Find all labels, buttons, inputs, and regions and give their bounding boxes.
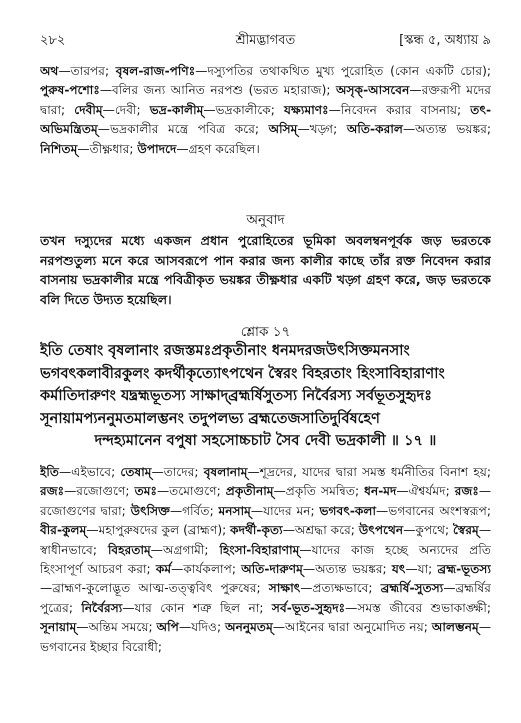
synonym-term: তৎ-অভিমন্ত্রিতম্‌ [40, 102, 491, 137]
synonym-term: পুরুষ-পশোঃ [40, 83, 100, 98]
synonym-meaning: ভদ্রকালীর মন্ত্রে পবিত্র করে; [109, 122, 260, 137]
synonym-term: বৃষলানাম্‌ [203, 465, 248, 479]
synonym-meaning: সমস্ত জীবের শুভাকাঙ্ক্ষী; [357, 600, 491, 615]
page-header [40, 31, 491, 51]
synonym-meaning: তমোগুণে; [169, 484, 221, 499]
synonym-term: সাক্ষাৎ [268, 581, 301, 596]
synonym-meaning: অন্তিম সময়ে; [88, 620, 153, 635]
synonym-term: তেষাম্‌ [120, 465, 152, 479]
synonym-term: সূনায়াম্‌ [40, 620, 77, 635]
synonyms-bottom: ইতি—এইভাবে; তেষাম্‌—তাদের; বৃষলানাম্‌—শূদ্রদের, যাদের দ্বারা সমস্ত ধর্মনীতির বিনাশ হয়; রজঃ—রজোগুণে; তমঃ—তমোগুণে; প্রকৃতীনাম্‌—প্রকৃতি সমন্বিত; ধন-মদ—ঐশ্বর্যমদ; রজঃ—রজোগুণের দ্বারা; উৎসিক্ত—গর্বিত; মনসাম্‌—যাদের মন; ভগবৎ-কলা—ভগবানের অংশস্বরূপ; বীর-কুলম্‌—মহাপুরুষদের কুল (ব্রাহ্মণ); কদর্থী-কৃত্য—অশ্রদ্ধা করে; উৎপথেন—কুপথে; স্বৈরম্‌—স্বাধীনভাবে; বিহরতাম্‌—অগ্রগামী; হিংসা-বিহারাণাম্‌—যাদের কাজ হচ্ছে অন্যদের প্রতি হিংসাপূর্ণ আচরণ করা; কর্ম—কার্যকলাপ; অতি-দারুণম্‌—অত্যন্ত ভয়ঙ্কর; যৎ—যা; ব্রহ্ম-ভূতস্য—ব্রাহ্মণ-কুলোদ্ভূত আত্ম-তত্ত্ববিৎ পুরুষের; সাক্ষাৎ—প্রত্যক্ষভাবে; ব্রহ্মর্ষি-সুতস্য—ব্রহ্মর্ষির পুত্রের; নির্বৈরস্য—যার কোন শত্রু ছিল না; সর্ব-ভূত-সুহৃদঃ—সমস্ত জীবের শুভাকাঙ্ক্ষী; সূনায়াম্‌—অন্তিম সময়ে; অপি—যদিও; অননুমতম্‌—আইনের দ্বারা অনুমোদিত নয়; আলম্ভনম্‌—ভগবানের ইচ্ছার বিরোধী; [40, 465, 491, 654]
synonym-term: বীর-কুলম্‌ [40, 523, 87, 538]
synonym-meaning: রজোগুণে; [76, 484, 130, 499]
synonym-meaning: অশ্রদ্ধা করে; [294, 523, 355, 538]
synonym-term: যৎ [391, 562, 406, 577]
synonym-meaning: দস্যুপতির তথাকথিত মুখ্য পুরোহিত (কোন একটি চোর); [207, 64, 491, 78]
synonym-meaning: যার কোন শত্রু ছিল না; [134, 600, 264, 615]
synonym-term: উৎপথেন [358, 523, 404, 538]
synonym-term: হিংসা-বিহারাণাম্‌ [219, 542, 300, 557]
synonym-meaning: গ্রহণ করেছিল। [188, 141, 260, 156]
synonym-term: নিশিতম্‌ [40, 141, 78, 156]
synonym-term: যক্ষ্যমাণঃ [284, 102, 329, 117]
synonym-term: ব্রহ্মর্ষি-সুতস্য [380, 581, 444, 596]
page-number: ২৮২ [40, 33, 66, 48]
synonym-term: ভদ্র-কালীম্‌ [149, 102, 204, 117]
synonym-meaning: যাদের কাজ হচ্ছে অন্যদের প্রতি হিংসাপূর্ণ আচরণ করা; [40, 542, 491, 577]
synonym-meaning: যা; [417, 562, 433, 577]
synonym-term: আলম্ভনম্‌ [431, 620, 479, 635]
synonym-meaning: ভদ্রকালীকে; [215, 102, 275, 117]
synonym-meaning: কুপথে; [415, 523, 450, 538]
synonym-meaning: রজোগুণের দ্বারা; [40, 503, 126, 518]
synonym-term: বিহরতাম্‌ [107, 542, 151, 557]
synonym-meaning: অত্যন্ত ভয়ঙ্কর; [415, 122, 491, 137]
synonym-meaning: যদিও; [191, 620, 222, 635]
translation-heading: অনুবাদ [246, 212, 285, 228]
section-reference: [স্কন্ধ ৫, অধ্যায় ৯ [399, 33, 491, 48]
verse-line: সূনায়ামপ্যননুমতমালম্ভনং তদুপলভ্য ব্রহ্মতেজসাতিদুর্বিষহেণ [40, 409, 381, 427]
synonym-term: নির্বৈরস্য [81, 600, 123, 615]
synonym-term: উৎসিক্ত [130, 503, 170, 518]
synonym-term: অতি-করাল [346, 122, 403, 137]
synonym-meaning: রক্তরূপী মদের দ্বারা; [40, 83, 491, 117]
synonym-meaning: প্রকৃতি সমন্বিত; [285, 484, 360, 499]
book-title: শ্রীমদ্ভাগবত [235, 33, 296, 48]
verse-heading: শ্লোক ১৭ [240, 324, 291, 340]
synonym-meaning: ব্রাহ্মণ-কুলোদ্ভূত আত্ম-তত্ত্ববিৎ পুরুষের; [52, 581, 261, 596]
synonym-meaning: অগ্রগামী; [162, 542, 209, 557]
synonym-term: অসিম্‌ [268, 122, 298, 137]
synonym-meaning: অত্যন্ত ভয়ঙ্কর; [315, 562, 387, 577]
synonym-term: ভগবৎ-কলা [319, 503, 377, 518]
verse-text [40, 340, 491, 453]
synonym-term: কর্ম [155, 562, 172, 577]
synonym-term: ইতি [40, 465, 59, 479]
synonym-term: স্বৈরম্‌ [453, 523, 479, 538]
synonym-term: বৃষল-রাজ-পণিঃ [115, 64, 196, 78]
synonym-term: তমঃ [134, 484, 157, 499]
synonym-term: উপাদদে [137, 141, 177, 156]
synonym-meaning: আইনের দ্বারা অনুমোদিত নয়; [285, 620, 428, 635]
translation-text: তখন দস্যুদের মধ্যে একজন প্রধান পুরোহিতের ভূমিকা অবলম্বনপূর্বক জড় ভরতকে নরপশুতুল্য মনে করে আসবরূপে পান করার জন্য কালীর কাছে তাঁর রক্ত নিবেদন করার বাসনায় ভদ্রকালীর মন্ত্রে পবিত্রীকৃত ভয়ঙ্কর তীক্ষ্ণধার একটি খড়্গ গ্রহণ করে, জড় ভরতকে বলি দিতে উদ্যত হয়েছিল। [40, 233, 491, 307]
synonym-term: দেবীম্‌ [74, 102, 103, 117]
synonym-term: অপি [156, 620, 179, 635]
synonym-meaning: ভগবানের অংশস্বরূপ; [388, 503, 491, 518]
verse-line: ইতি তেষাং বৃষলানাং রজস্তমঃপ্রকৃতীনাং ধনমদরজউৎসিক্তমনসাং [40, 342, 410, 359]
synonym-term: মনসাম্‌ [218, 503, 251, 518]
synonym-meaning: তীক্ষ্ণধার; [89, 141, 134, 156]
synonym-meaning: গর্বিত; [182, 503, 214, 518]
synonym-meaning: দেবী; [114, 102, 141, 117]
synonym-meaning: প্রত্যক্ষভাবে; [312, 581, 373, 596]
synonym-meaning: যাদের মন; [263, 503, 315, 518]
synonym-meaning: ভগবানের ইচ্ছার বিরোধী; [40, 639, 162, 654]
verse-line: ভগবৎকলাবীরকুলং কদর্থীকৃত্যোৎপথেন স্বৈরং বিহরতাং হিংসাবিহারাণাং [40, 364, 445, 382]
synonym-term: রজঃ [40, 484, 65, 499]
synonym-meaning: নিবেদন করার বাসনায়; [340, 102, 462, 117]
synonym-meaning: বলির জন্য আনিত নরপশু (ভরত মহারাজ); [112, 83, 331, 98]
synonym-term: ধন-মদ [364, 484, 397, 499]
synonym-meaning: এইভাবে; [71, 465, 116, 479]
synonym-term: ব্রহ্ম-ভূতস্য [437, 562, 491, 577]
synonym-meaning: শূদ্রদের, যাদের দ্বারা সমস্ত ধর্মনীতির বিনাশ হয়; [259, 465, 491, 479]
synonym-meaning: ঐশ্বর্যমদ; [408, 484, 450, 499]
synonym-meaning: তারপর; [70, 64, 110, 78]
synonym-meaning: তাদের; [163, 465, 199, 479]
synonym-term: অসৃক্‌-আসবেন [335, 83, 410, 98]
verse-line: দন্দহ্যমানেন বপুষা সহসোচ্চচাট সৈব দেবী ভদ্রকালী ॥ ১৭ ॥ [94, 432, 437, 449]
synonym-term: অথ [40, 64, 59, 78]
synonym-term: সর্ব-ভূত-সুহৃদঃ [271, 600, 346, 615]
synonym-meaning: মহাপুরুষদের কুল (ব্রাহ্মণ); [98, 523, 227, 538]
synonym-term: প্রকৃতীনাম্‌ [225, 484, 274, 499]
synonym-meaning: খড়্গ; [309, 122, 338, 137]
synonym-term: রজঃ [454, 484, 479, 499]
synonym-meaning: কার্যকলাপ; [183, 562, 236, 577]
synonym-meaning: ব্রহ্মর্ষির পুত্রের; [40, 581, 491, 615]
synonym-term: অতি-দারুণম্‌ [241, 562, 303, 577]
synonym-term: কদর্থী-কৃত্য [230, 523, 283, 538]
synonym-term: অননুমতম্‌ [225, 620, 273, 635]
verse-line: কর্মাতিদারুণং যদ্ব্রহ্মভূতস্য সাক্ষাদ্‌ব্রহ্মর্ষিসুতস্য নির্বৈরস্য সর্বভূতসুহৃদঃ [40, 387, 432, 404]
synonym-meaning: স্বাধীনভাবে; [40, 542, 97, 557]
synonyms-top: অথ—তারপর; বৃষল-রাজ-পণিঃ—দস্যুপতির তথাকথিত মুখ্য পুরোহিত (কোন একটি চোর); পুরুষ-পশোঃ—বলির জন্য আনিত নরপশু (ভরত মহারাজ); অসৃক্‌-আসবেন—রক্তরূপী মদের দ্বারা; দেবীম্‌—দেবী; ভদ্র-কালীম্‌—ভদ্রকালীকে; যক্ষ্যমাণঃ—নিবেদন করার বাসনায়; তৎ-অভিমন্ত্রিতম্‌—ভদ্রকালীর মন্ত্রে পবিত্র করে; অসিম্‌—খড়্গ; অতি-করাল—অত্যন্ত ভয়ঙ্কর; নিশিতম্‌—তীক্ষ্ণধার; উপাদদে—গ্রহণ করেছিল। [40, 64, 491, 156]
